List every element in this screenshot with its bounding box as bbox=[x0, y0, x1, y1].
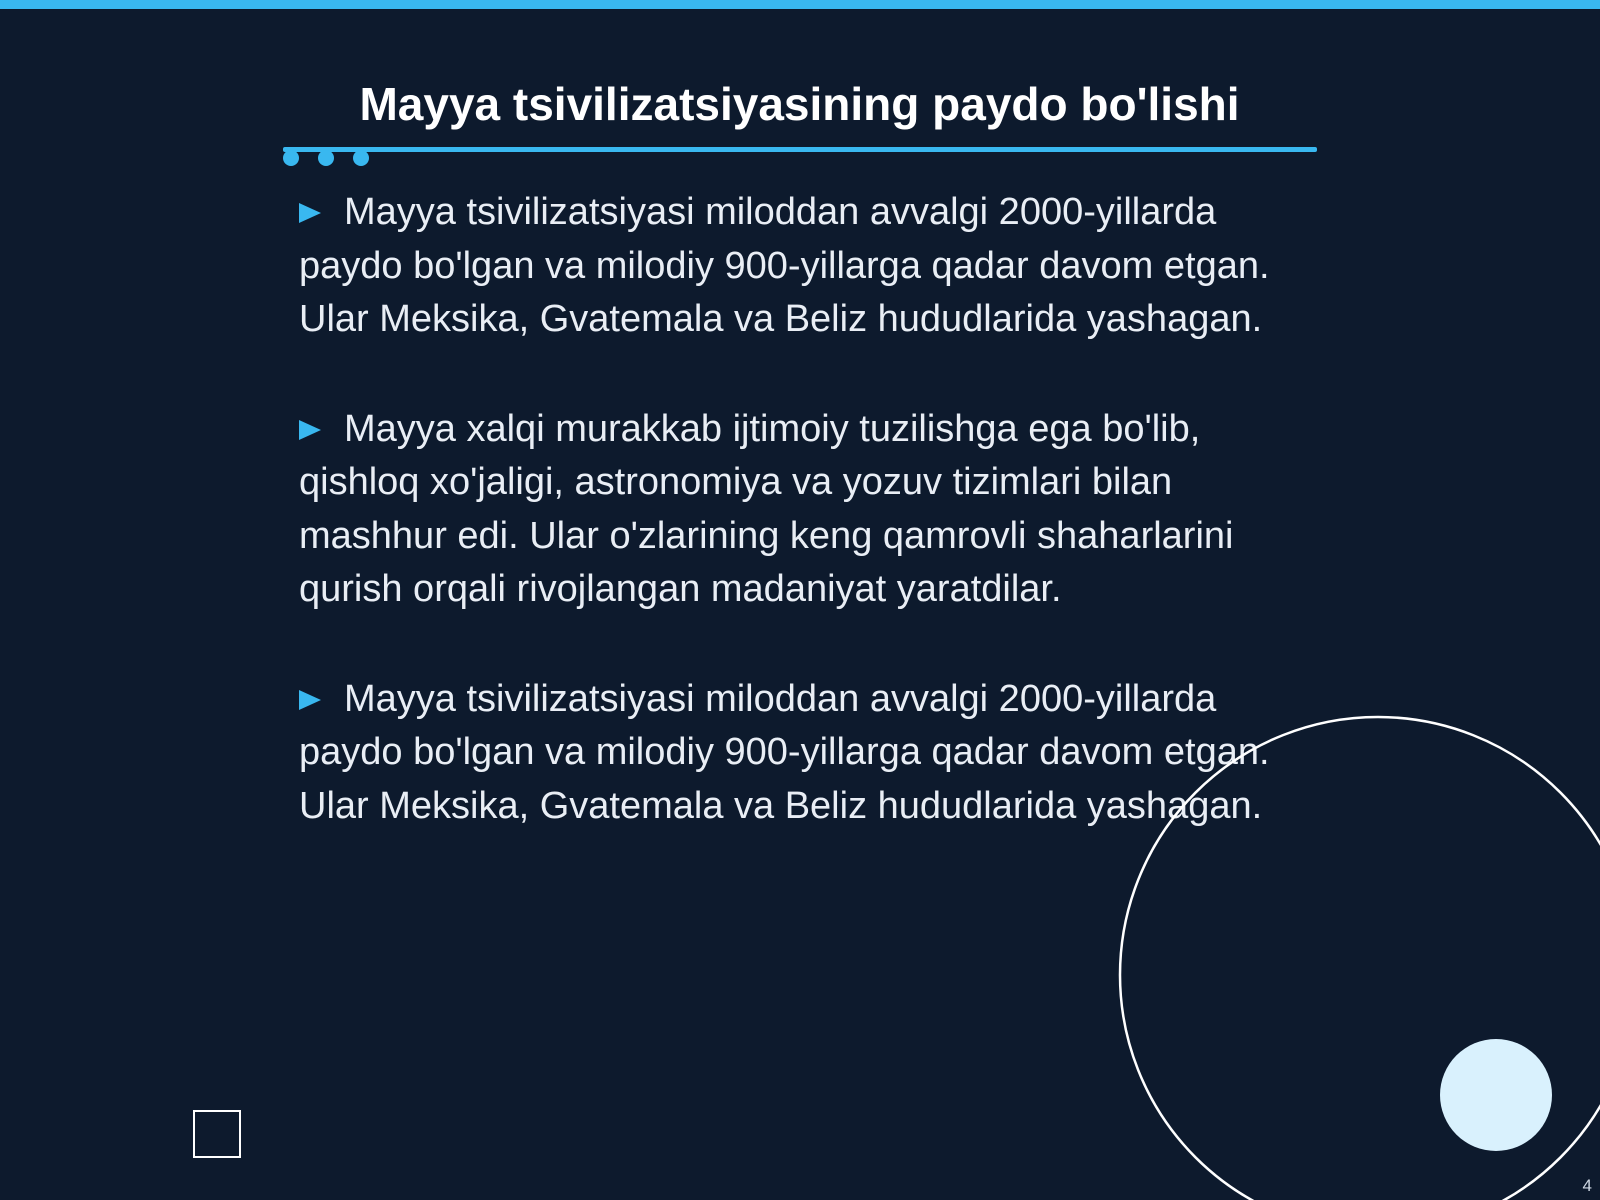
bullet-list bbox=[299, 186, 1289, 889]
triangle-bullet-icon bbox=[299, 203, 321, 223]
triangle-bullet-icon bbox=[299, 690, 321, 710]
bullet-text: Mayya tsivilizatsiyasi miloddan avvalgi 2000-yillarda paydo bo'lgan va milodiy 900-yillarga qadar davom etgan. Ular Meksika, Gvatemala va Beliz hududlarida yashagan. bbox=[299, 677, 1270, 827]
decorative-dot bbox=[353, 150, 369, 166]
bullet-item bbox=[299, 186, 1289, 347]
bullet-item bbox=[299, 403, 1289, 617]
bullet-item bbox=[299, 673, 1289, 834]
title-underline bbox=[283, 147, 1317, 152]
top-accent-bar bbox=[0, 0, 1600, 9]
bullet-text: Mayya tsivilizatsiyasi miloddan avvalgi 2000-yillarda paydo bo'lgan va milodiy 900-yillarga qadar davom etgan. Ular Meksika, Gvatemala va Beliz hududlarida yashagan. bbox=[299, 191, 1270, 340]
triangle-bullet-icon bbox=[299, 420, 321, 440]
slide-title: Mayya tsivilizatsiyasining paydo bo'lishi bbox=[359, 78, 1240, 130]
decorative-dot bbox=[283, 150, 299, 166]
outline-square bbox=[193, 1110, 241, 1158]
bullet-text: Mayya xalqi murakkab ijtimoiy tuzilishga ega bo'lib, qishloq xo'jaligi, astronomiya va yozuv tizimlari bilan mashhur edi. Ular o'zlarining keng qamrovli shaharlarini qurish orqali rivojlangan madaniyat yaratdilar. bbox=[299, 407, 1234, 610]
decorative-dot bbox=[318, 150, 334, 166]
page-number: 4 bbox=[1582, 1176, 1592, 1195]
filled-circle bbox=[1440, 1039, 1552, 1151]
